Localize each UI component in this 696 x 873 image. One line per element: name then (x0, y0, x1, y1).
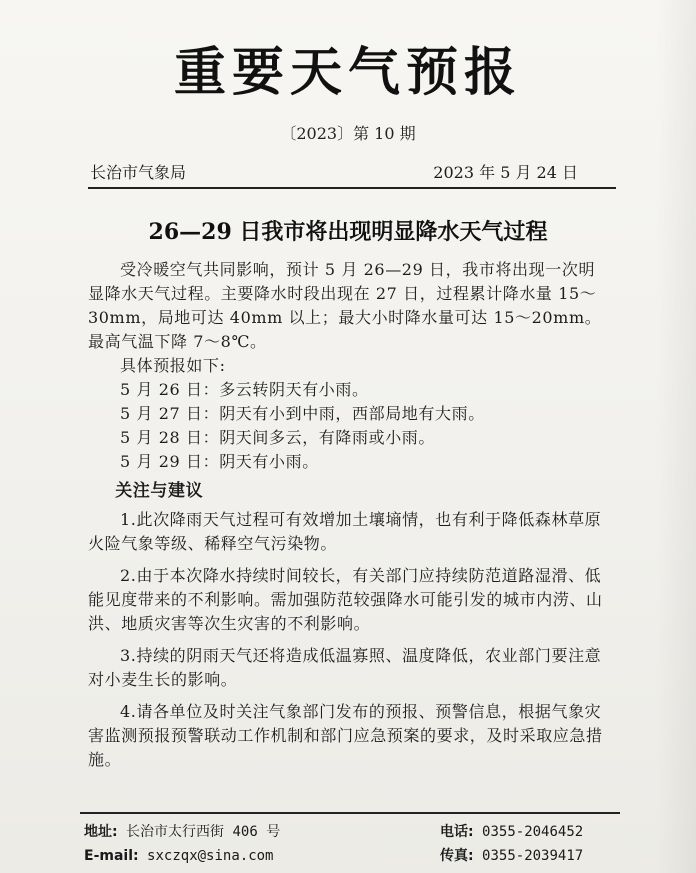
phone-line (440, 820, 583, 844)
advice-item: 4.请各单位及时关注气象部门发布的预报、预警信息，根据气象灾害监测预报预警联动工作机制和部门应急预案的要求，及时采取应急措施。 (88, 702, 603, 769)
address-line (84, 820, 280, 844)
forecast-item: 5 月 27 日：阴天有小到中雨，西部局地有大雨。 (120, 404, 485, 423)
issue-number: 〔2023〕第 10 期 (280, 124, 416, 143)
document-body (88, 258, 606, 780)
intro-paragraph: 受冷暖空气共同影响，预计 5 月 26—29 日，我市将出现一次明显降水天气过程。主要降水时段出现在 27 日，过程累计降水量 15～30mm，局地可达 40mm 以上；最大小时降水量可达 15～20mm。最高气温下降 7～8℃。 (88, 260, 602, 351)
email-label: E-mail: (84, 848, 139, 864)
forecast-intro: 具体预报如下: (120, 356, 226, 375)
email-value: sxczqx@sina.com (147, 848, 274, 864)
advice-item: 3.持续的阴雨天气还将造成低温寡照、温度降低，农业部门要注意对小麦生长的影响。 (88, 646, 602, 689)
email-line (84, 844, 280, 868)
phone-label: 电话: (440, 824, 474, 840)
masthead-title: 重要天气预报 (173, 42, 522, 103)
advice-heading: 关注与建议 (115, 481, 204, 501)
footer-left (84, 820, 280, 868)
forecast-item: 5 月 29 日：阴天有小雨。 (120, 452, 319, 471)
fax-value: 0355-2039417 (482, 848, 584, 864)
advice-item: 2.由于本次降水持续时间较长，有关部门应持续防范道路湿滑、低能见度带来的不利影响。需加强防范较强降水可能引发的城市内涝、山洪、地质灾害等次生灾害的不利影响。 (88, 566, 603, 633)
address-label: 地址: (84, 824, 118, 840)
footer-divider (80, 812, 620, 814)
header-divider (88, 187, 616, 189)
headline: 26—29 日我市将出现明显降水天气过程 (148, 219, 548, 245)
advice-list (88, 508, 606, 772)
phone-value: 0355-2046452 (482, 824, 584, 840)
footer-right (440, 820, 583, 868)
fax-label: 传真: (440, 848, 474, 864)
advice-item: 1.此次降雨天气过程可有效增加土壤墒情，也有利于降低森林草原火险气象等级、稀释空气污染物。 (88, 510, 602, 553)
fax-line (440, 844, 583, 868)
forecast-list (88, 378, 606, 474)
address-value: 长治市太行西街 406 号 (126, 824, 281, 840)
forecast-item: 5 月 26 日：多云转阴天有小雨。 (120, 380, 369, 399)
issuing-agency: 长治市气象局 (90, 163, 187, 182)
issue-date: 2023 年 5 月 24 日 (433, 163, 578, 182)
forecast-item: 5 月 28 日：阴天间多云，有降雨或小雨。 (120, 428, 435, 447)
